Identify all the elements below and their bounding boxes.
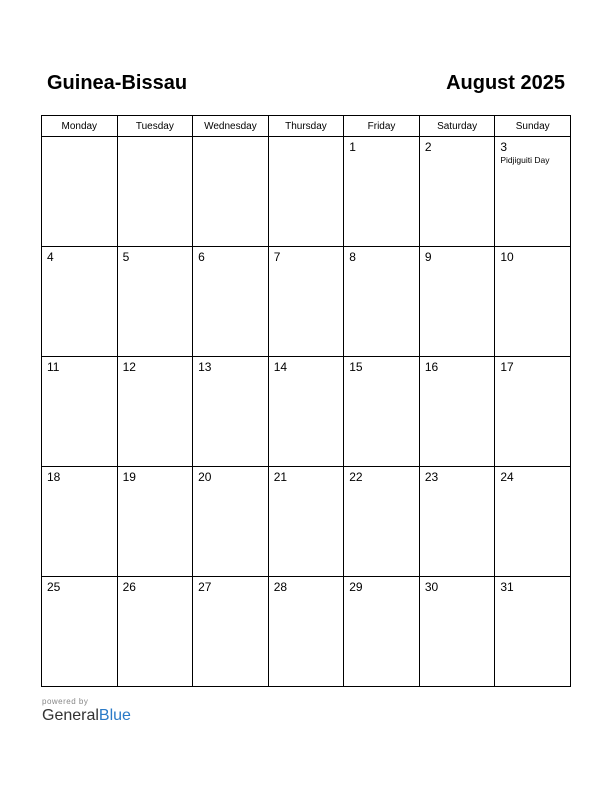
weekday-header-sunday: Sunday	[495, 116, 571, 137]
day-cell	[117, 137, 193, 247]
day-number: 15	[349, 360, 363, 374]
day-cell	[344, 467, 420, 577]
day-number: 4	[47, 250, 54, 264]
day-number: 21	[273, 470, 288, 484]
day-cell	[419, 137, 495, 247]
day-cell	[495, 137, 571, 247]
day-cell	[344, 357, 420, 467]
weekday-header-wednesday: Wednesday	[193, 116, 269, 137]
generalblue-brand	[42, 697, 131, 725]
day-cell	[268, 137, 344, 247]
day-cell	[193, 577, 269, 687]
day-cell	[268, 467, 344, 577]
day-cell	[42, 247, 118, 357]
day-number: 16	[424, 360, 439, 374]
country-title: Guinea-Bissau	[47, 72, 188, 94]
day-number: 31	[500, 580, 514, 594]
day-cell	[344, 247, 420, 357]
month-year-title: August 2025	[446, 72, 565, 94]
day-cell	[193, 137, 269, 247]
day-number: 8	[349, 250, 356, 264]
day-cell	[42, 137, 118, 247]
weekday-header-monday: Monday	[42, 116, 118, 137]
day-cell	[419, 357, 495, 467]
day-number: 13	[198, 360, 212, 374]
weekday-header-saturday: Saturday	[419, 116, 495, 137]
weekday-header-friday: Friday	[344, 116, 420, 137]
day-cell	[42, 467, 118, 577]
day-cell	[495, 467, 571, 577]
day-cell	[344, 577, 420, 687]
day-number: 12	[122, 360, 136, 374]
week-row	[42, 357, 571, 467]
day-number: 28	[273, 580, 288, 594]
day-cell	[495, 577, 571, 687]
day-number: 22	[349, 470, 363, 484]
day-cell	[419, 467, 495, 577]
day-cell	[193, 357, 269, 467]
week-row	[42, 137, 571, 247]
generalblue-logo	[42, 707, 131, 725]
logo-general-text: General	[42, 707, 99, 724]
weekday-header-row	[42, 116, 571, 137]
day-number: 19	[122, 470, 136, 484]
day-cell	[42, 577, 118, 687]
day-cell	[42, 357, 118, 467]
day-number: 2	[424, 140, 432, 154]
week-row	[42, 467, 571, 577]
day-number: 29	[349, 580, 363, 594]
logo-blue-text: Blue	[98, 707, 131, 724]
day-cell	[419, 577, 495, 687]
day-number: 17	[500, 360, 514, 374]
day-cell	[344, 137, 420, 247]
day-number: 9	[424, 250, 432, 264]
day-number: 10	[500, 250, 514, 264]
day-cell	[117, 247, 193, 357]
day-cell	[268, 357, 344, 467]
day-cell	[117, 357, 193, 467]
calendar-grid	[41, 115, 571, 687]
day-number: 24	[500, 470, 514, 484]
day-cell	[268, 577, 344, 687]
day-cell	[419, 247, 495, 357]
day-number: 5	[122, 250, 130, 264]
day-number: 26	[122, 580, 136, 594]
day-cell	[268, 247, 344, 357]
week-row	[42, 577, 571, 687]
day-number: 11	[47, 360, 60, 374]
day-number: 7	[273, 250, 281, 264]
powered-by-label: powered by	[42, 697, 89, 706]
weekday-header-thursday: Thursday	[268, 116, 344, 137]
day-cell	[117, 467, 193, 577]
holiday-label: Pidjiguiti Day	[500, 155, 550, 165]
day-cell	[193, 467, 269, 577]
day-number: 18	[47, 470, 61, 484]
day-number: 20	[198, 470, 212, 484]
day-number: 30	[424, 580, 439, 594]
day-number: 23	[424, 470, 439, 484]
day-cell	[495, 247, 571, 357]
day-number: 3	[500, 140, 508, 154]
day-number: 6	[198, 250, 205, 264]
week-row	[42, 247, 571, 357]
day-cell	[193, 247, 269, 357]
day-number: 1	[349, 140, 356, 154]
day-number: 25	[47, 580, 61, 594]
day-number: 14	[273, 360, 288, 374]
day-number: 27	[198, 580, 212, 594]
weekday-header-tuesday: Tuesday	[117, 116, 193, 137]
day-cell	[495, 357, 571, 467]
day-cell	[117, 577, 193, 687]
